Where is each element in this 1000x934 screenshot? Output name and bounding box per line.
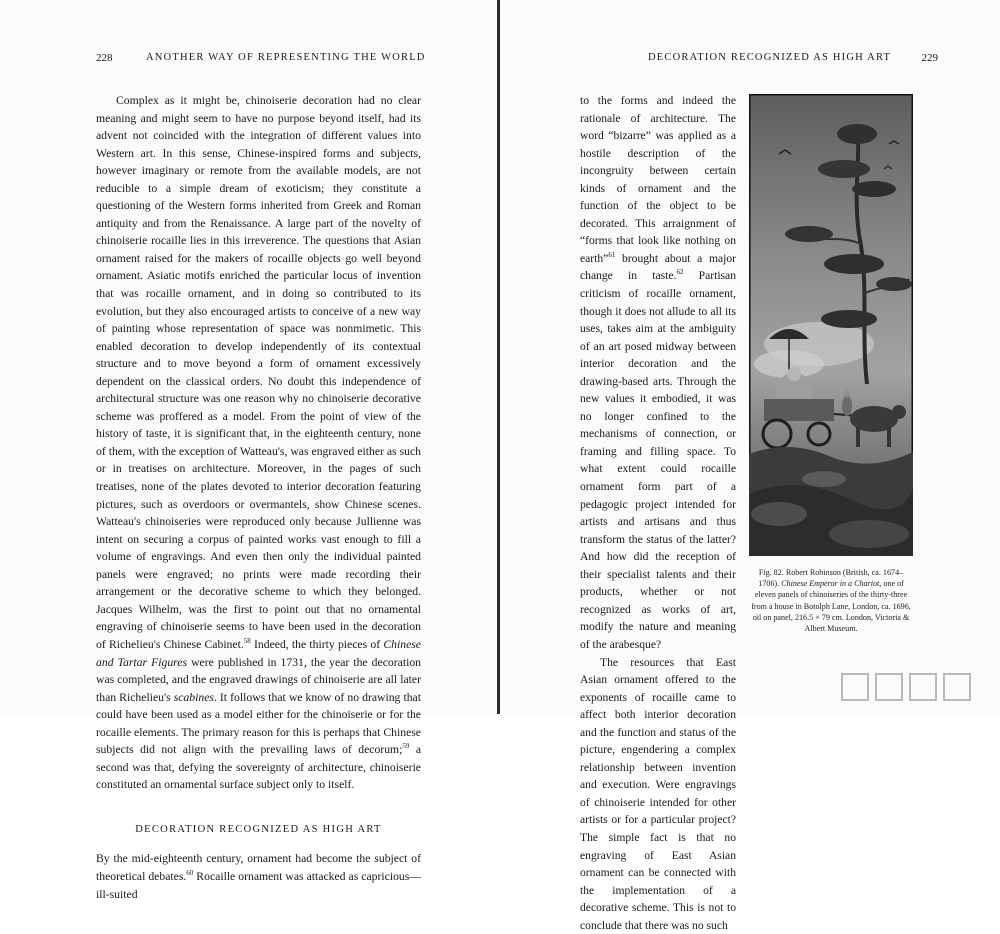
figure-caption bbox=[749, 567, 913, 634]
painting-illustration bbox=[749, 94, 913, 556]
paragraph-text: Indeed, the thirty pieces of bbox=[254, 638, 380, 651]
paragraph-text: were published in 1731, the year the decoration was completed, and the engraved drawings of chinoiserie are all later than Richelieu's bbox=[96, 656, 421, 704]
paragraph-text: Complex as it might be, chinoiserie decoration had no clear meaning and might seem to have no purpose beyond itself, had its advent not coincided with the integration of different values into Western art. In this sense, Chinese-inspired forms and subjects, however imaginary or remote from the available models, are not reducible to a simple dream of exoticism; they constitute a questioning of the Western forms inherited from Greek and Roman antiquity and from the Renaissance. A large part of the novelty of chinoiserie rocaille lies in this irreverence. The questions that Asian ornament raised for the makers of rocaille objects go well beyond ornament. Asiatic motifs enriched the particular locus of invention that was rocaille ornament, and in doing so contributed to its evolution, but they also encouraged artists to conceive of a new way of painting whose representation of space was nonmimetic. This enabled decoration to develop independently of its contextual structure and to move beyond a form of ornament excessively dependent on the classical orders. No doubt this independence of architectural structure was one reason why no chinoiserie decorative scheme was proffered as a model. From the point of view of the history of taste, it is significant that, in the eighteenth century, none of them, with the exception of Watteau's, was engraved either as such or in treatises on architecture. Moreover, in the pages of such treatises, none of the plates devoted to interior decoration featuring pictures, such as overdoors or overmantels, show Chinese scenes. Watteau's chinoiseries were reproduced only because Jullienne was intent on securing a corpus of painted works vast enough to fill a volume of engravings. And even then only the individual painted panels were engraved; no prints were made recording their arrangement or the decorative scheme to which they belonged. Jacques Wilhelm, was the first to point out that no ornamental engraving of chinoiserie seems to have been used in the decoration of Richelieu's Chinese Cabinet. bbox=[96, 94, 421, 651]
left-page-number: 228 bbox=[96, 52, 113, 64]
right-page-number: 229 bbox=[922, 52, 939, 64]
note-ref: 59 bbox=[402, 742, 409, 750]
chinoiserie-panel-figure bbox=[749, 94, 913, 556]
caption-artist: Robert Robinson (British, ca. 1674–1706). bbox=[758, 568, 903, 588]
paragraph-text: Partisan criticism of rocaille ornament, though it does not allude to all its uses, takes aim at the ambiguity of an art posed midway between interior decoration and the drawing-based arts. Through the new values it embodied, it was no longer confined to the mechanisms of connection, or framing and filling space. To what extent could rocaille ornament form part of a pedagogic project intended for artists and artisans and thus transform the status of the latter? And how did the reception of their specialist talents and their products, whether or not recognized as works of art, modify the nature and meaning of the arabesque? bbox=[580, 269, 736, 650]
paragraph-text: to the forms and indeed the rationale of architecture. The word “bizarre” was applied as a hostile description of the incongruity between certain kinds of ornament and the function of the object to be decorated. This arraignment of “forms that look like nothing on earth” bbox=[580, 94, 736, 265]
body-paragraph bbox=[580, 654, 736, 934]
watermark bbox=[838, 668, 978, 711]
caption-description: one of eleven panels of chinoiseries of the thirty-three from a house in Botolph Lane, London, ca. 1696, oil on panel, 216.5 × 79 cm. London, Victoria & Albert Museum. bbox=[751, 579, 911, 633]
right-text-column bbox=[580, 92, 736, 934]
body-paragraph bbox=[96, 92, 421, 794]
italic-term: scabines bbox=[174, 691, 214, 704]
paragraph-text: . It follows that we know of no drawing that could have been used as a model either for the chinoiserie or for the rocaille elements. The primary reason for this is perhaps that Chinese subjects did not align with the prevailing laws of decorum; bbox=[96, 691, 421, 757]
note-ref: 60 bbox=[186, 869, 193, 877]
right-page bbox=[500, 0, 1000, 714]
watermark-logo bbox=[838, 668, 978, 704]
section-heading: DECORATION RECOGNIZED AS HIGH ART bbox=[96, 821, 421, 839]
right-running-title: DECORATION RECOGNIZED AS HIGH ART bbox=[648, 52, 891, 63]
left-page bbox=[0, 0, 497, 714]
caption-label: Fig. 82. bbox=[759, 568, 784, 577]
paragraph-text: a second was that, defying the sovereignty of architecture, chinoiserie constituted an ornamental surface subject only to itself. bbox=[96, 743, 421, 791]
paragraph-text: By the mid-eighteenth century, ornament had become the subject of theoretical debates. bbox=[96, 852, 421, 883]
left-text-column bbox=[96, 92, 421, 903]
note-ref: 62 bbox=[676, 269, 683, 277]
note-ref: 61 bbox=[608, 251, 615, 259]
italic-title: Chinese and Tartar Figures bbox=[96, 638, 421, 669]
left-running-title: ANOTHER WAY OF REPRESENTING THE WORLD bbox=[146, 52, 426, 63]
note-ref: 58 bbox=[244, 637, 251, 645]
paragraph-text: brought about a major change in taste. bbox=[580, 252, 736, 283]
body-paragraph bbox=[580, 92, 736, 654]
body-paragraph bbox=[96, 850, 421, 903]
paragraph-text: Rocaille ornament was attacked as capricious—ill-suited bbox=[96, 870, 421, 901]
caption-title: Chinese Emperor in a Chariot, bbox=[781, 579, 881, 588]
paragraph-text: The resources that East Asian ornament offered to the exponents of rocaille came to affect both interior decoration and the function and status of the picture, engendering a complex relationship between invention and execution. Were engravings of chinoiserie intended for other artists or for a particular project? The simple fact is that no engraving of East Asian ornament can be connected with the implementation of a decorative scheme. This is not to conclude that there was no such bbox=[580, 656, 736, 932]
